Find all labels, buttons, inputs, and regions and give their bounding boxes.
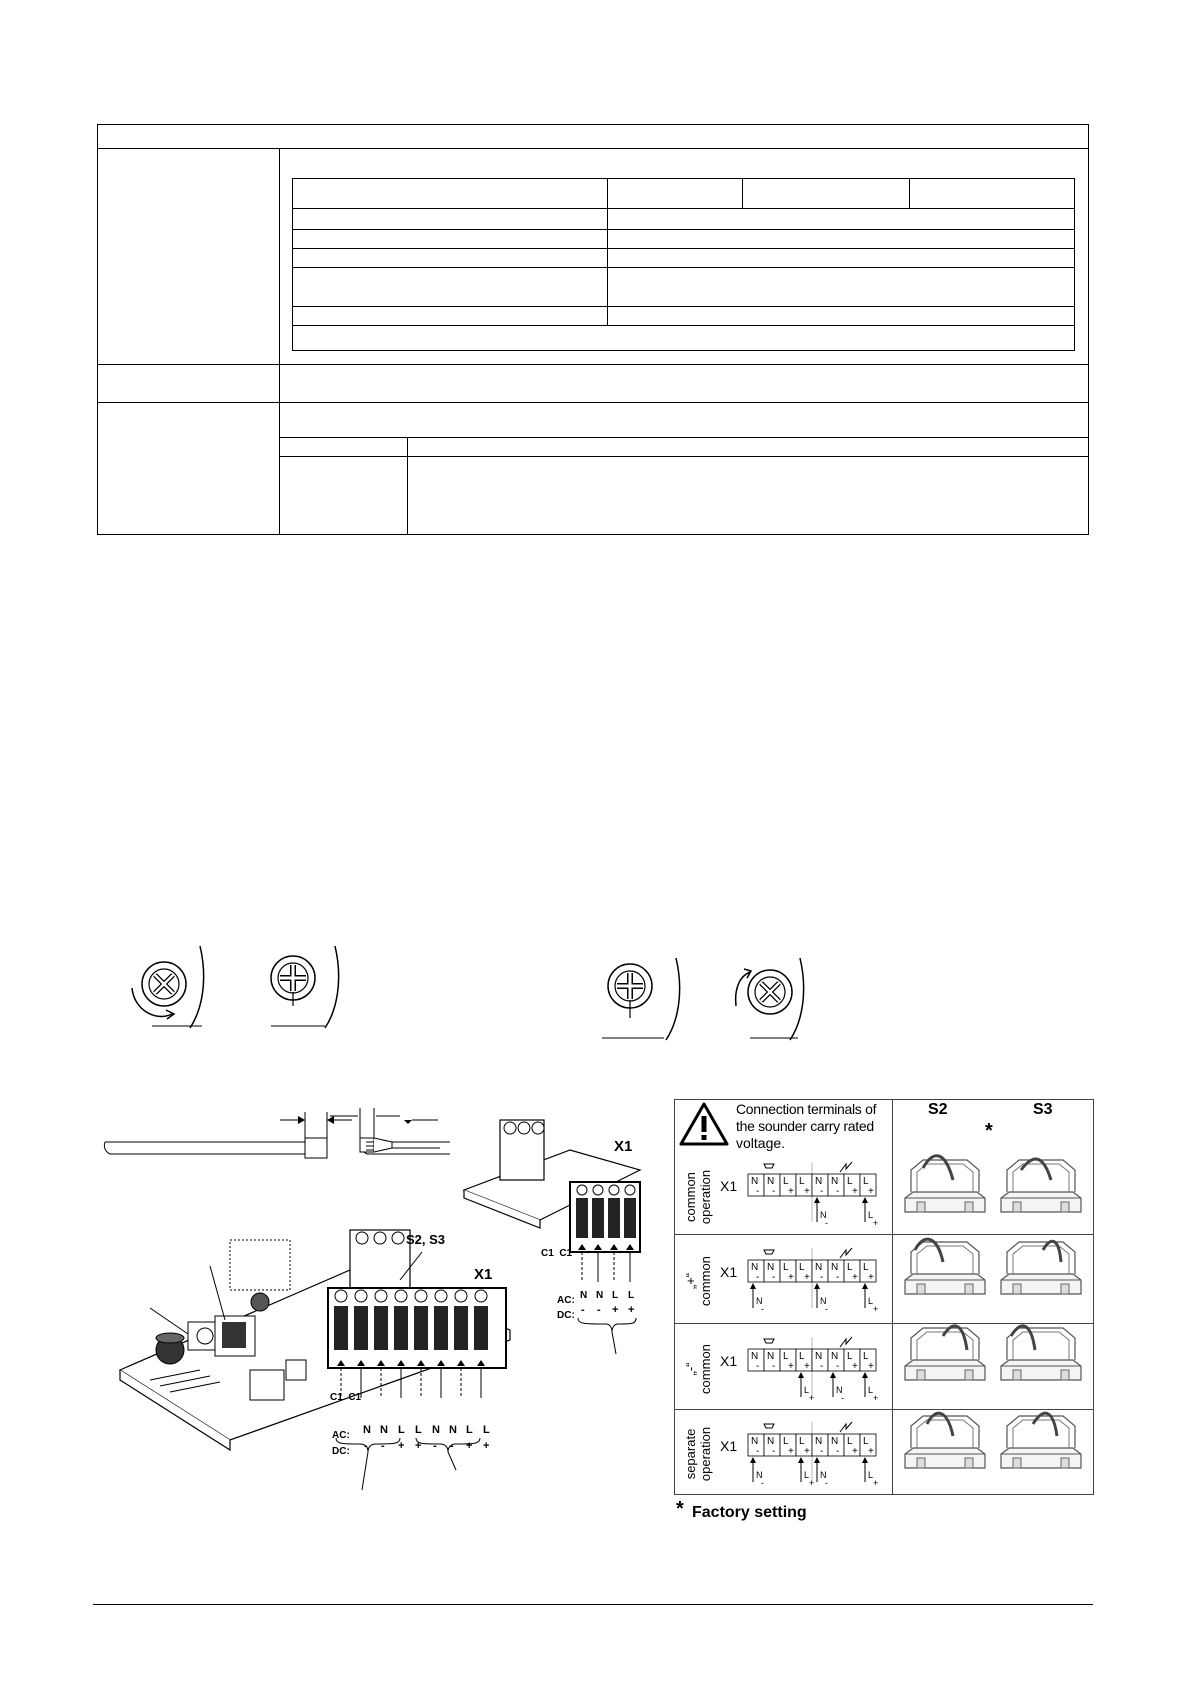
wire-sign: +	[873, 1304, 879, 1314]
terminal-sign: -	[756, 1361, 760, 1372]
small-board-ac-letter: N	[596, 1290, 604, 1301]
terminal-prefix: X1	[720, 1353, 738, 1369]
terminal-letter: L	[847, 1176, 853, 1187]
row-label-line: „+“	[683, 1272, 698, 1290]
terminal-letter: N	[751, 1351, 759, 1362]
terminal-sign: -	[820, 1446, 824, 1457]
large-board-dc-sign: +	[398, 1440, 405, 1452]
small-board-ac-letter: N	[580, 1290, 588, 1301]
wire-arrowhead	[798, 1372, 804, 1378]
row-label-line: operation	[698, 1169, 713, 1225]
large-board-ac-letter: N	[363, 1424, 371, 1436]
row-label-line: „-“	[683, 1362, 698, 1376]
terminal-letter: L	[799, 1436, 805, 1447]
terminal-sign: -	[820, 1186, 824, 1197]
terminal-letter: L	[799, 1176, 805, 1187]
terminal-strip	[720, 1345, 890, 1405]
table-rule	[292, 306, 1075, 307]
row-label-plus-common	[683, 1245, 719, 1317]
terminal-sign: +	[868, 1361, 874, 1372]
wire-label: L	[868, 1385, 874, 1395]
wire-label: L	[804, 1385, 810, 1395]
small-board-dc-sign: -	[581, 1304, 585, 1316]
terminal-prefix: X1	[720, 1178, 738, 1194]
terminal-letter: N	[831, 1351, 839, 1362]
terminal-letter: N	[751, 1262, 759, 1273]
row-label-line: common	[698, 1256, 713, 1306]
table-rule	[97, 402, 1089, 403]
small-board-ac-label: AC:	[557, 1295, 575, 1306]
terminal-prefix: X1	[720, 1438, 738, 1454]
terminal-letter: L	[783, 1176, 789, 1187]
terminal-sign: +	[868, 1272, 874, 1283]
small-board-dc-sign: +	[628, 1304, 635, 1316]
table-rule	[292, 208, 1075, 209]
terminal-letter: L	[783, 1436, 789, 1447]
wire-arrowhead	[750, 1457, 756, 1463]
wire-arrowhead	[798, 1457, 804, 1463]
terminal-letter: L	[799, 1262, 805, 1273]
small-board-ac-letter: L	[628, 1290, 635, 1301]
factory-star: *	[985, 1120, 993, 1142]
large-board-ac-letter: N	[449, 1424, 457, 1436]
table-rule	[292, 229, 1075, 230]
terminal-sign: -	[820, 1361, 824, 1372]
wire-sign: -	[841, 1393, 844, 1403]
large-board-c1-label: C1 C1	[330, 1392, 362, 1403]
row-label-separate-operation	[683, 1416, 719, 1492]
wire-label: N	[836, 1385, 843, 1395]
wire-label: N	[756, 1296, 763, 1306]
terminal-letter: L	[863, 1351, 869, 1362]
screw-loosen-icon	[120, 940, 230, 1030]
large-board-diagram	[110, 1230, 510, 1500]
terminal-letter: N	[751, 1436, 759, 1447]
column-header-s2: S2	[928, 1101, 948, 1118]
terminal-letter: N	[831, 1176, 839, 1187]
wire-arrowhead	[814, 1197, 820, 1203]
terminal-letter: L	[863, 1262, 869, 1273]
jumper-graphics	[893, 1150, 1093, 1495]
terminal-diagram	[740, 1345, 890, 1405]
terminal-letter: L	[863, 1176, 869, 1187]
warning-text-line: voltage.	[736, 1135, 786, 1151]
terminal-sign: +	[804, 1272, 810, 1283]
terminal-diagram	[740, 1170, 890, 1230]
terminal-sign: +	[788, 1446, 794, 1457]
table-rule	[292, 248, 1075, 249]
terminal-sign: -	[836, 1446, 840, 1457]
large-board-dc-sign: +	[415, 1440, 422, 1452]
wire-arrowhead	[830, 1372, 836, 1378]
small-board-dc-label: DC:	[557, 1310, 575, 1321]
table-rule	[97, 364, 1089, 365]
terminal-letter: L	[863, 1436, 869, 1447]
terminal-sign: +	[804, 1186, 810, 1197]
footnote-text: Factory setting	[692, 1504, 807, 1521]
large-board-dc-sign: -	[433, 1440, 437, 1452]
large-board-dc-sign: +	[483, 1440, 490, 1452]
large-board-ac-letter: L	[466, 1424, 473, 1436]
row-label-line: operation	[698, 1426, 713, 1482]
wire-sign: -	[825, 1218, 828, 1228]
wire-arrowhead	[814, 1283, 820, 1289]
table-rule	[279, 456, 1089, 457]
terminal-strip	[720, 1256, 890, 1316]
terminal-sign: +	[852, 1272, 858, 1283]
terminal-strip	[720, 1430, 890, 1490]
terminal-sign: +	[852, 1361, 858, 1372]
wire-label: N	[820, 1470, 827, 1480]
terminal-letter: N	[815, 1262, 823, 1273]
terminal-letter: L	[799, 1351, 805, 1362]
terminal-letter: N	[831, 1436, 839, 1447]
small-board-dc-sign: -	[597, 1304, 601, 1316]
terminal-sign: -	[836, 1361, 840, 1372]
large-board-ac-letter: L	[483, 1424, 490, 1436]
terminal-sign: -	[772, 1272, 776, 1283]
screw-closed-icon	[596, 952, 706, 1042]
terminal-sign: -	[836, 1186, 840, 1197]
terminal-sign: +	[852, 1446, 858, 1457]
terminal-diagram	[740, 1430, 890, 1490]
terminal-letter: N	[831, 1262, 839, 1273]
table-column-divider	[407, 437, 408, 535]
terminal-letter: L	[783, 1262, 789, 1273]
large-board-ac-label: AC:	[332, 1430, 350, 1441]
terminal-sign: +	[868, 1186, 874, 1197]
terminal-sign: +	[852, 1186, 858, 1197]
terminal-letter: N	[767, 1351, 775, 1362]
wire-sign: -	[825, 1304, 828, 1314]
terminal-sign: +	[788, 1361, 794, 1372]
small-board-dc-sign: +	[612, 1304, 619, 1316]
terminal-prefix: X1	[720, 1264, 738, 1280]
wire-sign: +	[809, 1393, 815, 1403]
warning-text-line: the sounder carry rated	[736, 1118, 874, 1134]
terminal-sign: +	[868, 1446, 874, 1457]
terminal-letter: N	[815, 1436, 823, 1447]
terminal-sign: -	[772, 1446, 776, 1457]
wire-label: L	[868, 1470, 874, 1480]
table-column-divider	[607, 178, 608, 325]
wire-label: N	[820, 1296, 827, 1306]
terminal-sign: -	[820, 1272, 824, 1283]
wire-label: L	[804, 1470, 810, 1480]
large-board-x1-label: X1	[474, 1266, 493, 1283]
terminal-letter: N	[767, 1262, 775, 1273]
page-footer-rule	[93, 1604, 1093, 1605]
terminal-sign: +	[788, 1272, 794, 1283]
wire-label: L	[868, 1210, 874, 1220]
terminal-sign: -	[756, 1272, 760, 1283]
large-board-ac-letter: L	[398, 1424, 405, 1436]
large-board-ac-letter: N	[380, 1424, 388, 1436]
small-board-c1-label: C1 C1	[541, 1248, 573, 1259]
screw-closed-icon	[255, 940, 365, 1030]
large-board-dc-sign: -	[364, 1440, 368, 1452]
wire-arrowhead	[862, 1283, 868, 1289]
warning-text-line: Connection terminals of	[736, 1101, 877, 1117]
terminal-sign: -	[772, 1361, 776, 1372]
table-rule	[97, 148, 1089, 149]
terminal-diagram	[740, 1256, 890, 1316]
wire-arrowhead	[814, 1457, 820, 1463]
small-board-ac-letter: L	[612, 1290, 619, 1301]
table-column-divider	[279, 148, 280, 535]
terminal-letter: L	[847, 1351, 853, 1362]
table-rule	[279, 437, 1089, 438]
wire-sign: +	[873, 1478, 879, 1488]
table-column-divider	[909, 178, 910, 208]
terminal-sign: +	[804, 1446, 810, 1457]
table-rule	[292, 267, 1075, 268]
wire-label: L	[868, 1296, 874, 1306]
terminal-sign: -	[756, 1446, 760, 1457]
warning-icon	[678, 1101, 730, 1147]
large-board-dc-label: DC:	[332, 1446, 350, 1457]
terminal-sign: +	[804, 1361, 810, 1372]
large-board-ac-letter: N	[432, 1424, 440, 1436]
screw-tighten-icon	[720, 952, 830, 1042]
large-board-s2s3-label: S2, S3	[406, 1232, 446, 1247]
terminal-letter: N	[751, 1176, 759, 1187]
terminal-sign: -	[772, 1186, 776, 1197]
wire-ferrule-diagram	[360, 1098, 460, 1160]
terminal-letter: N	[767, 1176, 775, 1187]
wire-arrowhead	[862, 1457, 868, 1463]
large-board-dc-sign: +	[466, 1440, 473, 1452]
column-header-s3: S3	[1033, 1101, 1053, 1118]
terminal-letter: N	[815, 1176, 823, 1187]
wire-sign: +	[809, 1478, 815, 1488]
terminal-sign: -	[756, 1186, 760, 1197]
wire-arrowhead	[862, 1372, 868, 1378]
terminal-strip	[720, 1170, 890, 1230]
wire-sign: -	[825, 1478, 828, 1488]
wire-sign: +	[873, 1218, 879, 1228]
large-board-dc-sign: -	[450, 1440, 454, 1452]
large-board-ac-letter: L	[415, 1424, 422, 1436]
terminal-letter: L	[847, 1262, 853, 1273]
wire-label: N	[820, 1210, 827, 1220]
large-board-dc-sign: -	[381, 1440, 385, 1452]
wire-arrowhead	[750, 1283, 756, 1289]
table-column-divider	[742, 178, 743, 208]
small-board-x1-label: X1	[614, 1138, 633, 1155]
wire-label: N	[756, 1470, 763, 1480]
wire-sign: +	[873, 1393, 879, 1403]
row-label-common-operation	[683, 1163, 719, 1231]
terminal-letter: L	[783, 1351, 789, 1362]
row-label-line: separate	[683, 1428, 698, 1480]
wire-arrowhead	[862, 1197, 868, 1203]
terminal-letter: N	[767, 1436, 775, 1447]
terminal-letter: L	[847, 1436, 853, 1447]
terminal-letter: N	[815, 1351, 823, 1362]
terminal-sign: +	[788, 1186, 794, 1197]
footnote-star: *	[676, 1498, 684, 1520]
terminal-sign: -	[836, 1272, 840, 1283]
row-label-minus-common	[683, 1333, 719, 1405]
wire-sign: -	[761, 1478, 764, 1488]
row-label-line: common	[683, 1172, 698, 1222]
wire-sign: -	[761, 1304, 764, 1314]
row-label-line: common	[698, 1344, 713, 1394]
table-rule	[292, 325, 1075, 326]
